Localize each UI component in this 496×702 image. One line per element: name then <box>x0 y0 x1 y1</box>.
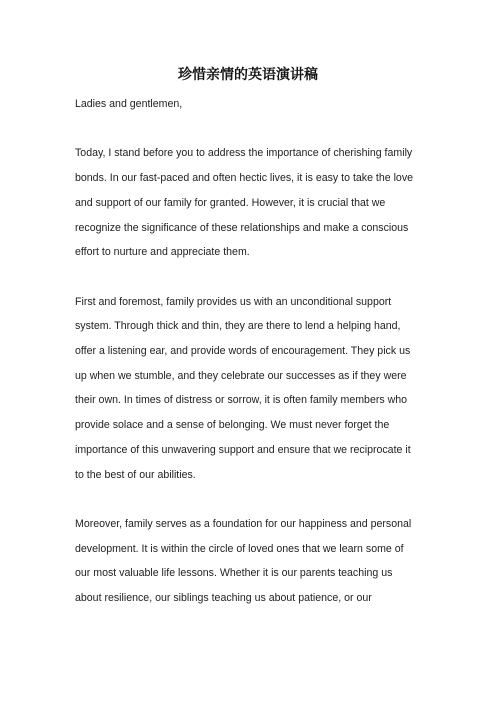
document-title: 珍惜亲情的英语演讲稿 <box>178 66 318 82</box>
text-line: offer a listening ear, and provide words of encouragement. They pick us <box>75 345 411 357</box>
text-line: up when we stumble, and they celebrate our successes as if they were <box>75 369 407 382</box>
text-line: recognize the significance of these relationships and make a conscious <box>75 221 409 234</box>
text-line: and support of our family for granted. However, it is crucial that we <box>75 196 386 209</box>
text-line: Ladies and gentlemen, <box>75 98 183 110</box>
document-body <box>75 92 427 635</box>
text-line: their own. In times of distress or sorrow, it is often family members who <box>75 394 408 407</box>
text-line: our most valuable life lessons. Whether it is our parents teaching us <box>75 567 393 580</box>
paragraph-support-system <box>75 290 427 488</box>
text-line: to the best of our abilities. <box>75 468 196 481</box>
paragraph-foundation <box>75 512 427 611</box>
text-line: provide solace and a sense of belonging. We must never forget the <box>75 419 390 432</box>
text-line: effort to nurture and appreciate them. <box>75 246 250 259</box>
text-line: First and foremost, family provides us with an unconditional support <box>75 295 392 308</box>
text-line: development. It is within the circle of loved ones that we learn some of <box>75 542 404 555</box>
text-line: importance of this unwavering support and ensure that we reciprocate it <box>75 443 411 456</box>
text-line: bonds. In our fast-paced and often hectic lives, it is easy to take the love <box>75 172 414 185</box>
text-line: Moreover, family serves as a foundation for our happiness and personal <box>75 517 412 530</box>
text-line: about resilience, our siblings teaching us about patience, or our <box>75 592 372 605</box>
paragraph-introduction <box>75 141 427 265</box>
text-line: system. Through thick and thin, they are there to lend a helping hand, <box>75 320 401 333</box>
paragraph-greeting <box>75 92 427 117</box>
text-line: Today, I stand before you to address the importance of cherishing family <box>75 147 413 160</box>
